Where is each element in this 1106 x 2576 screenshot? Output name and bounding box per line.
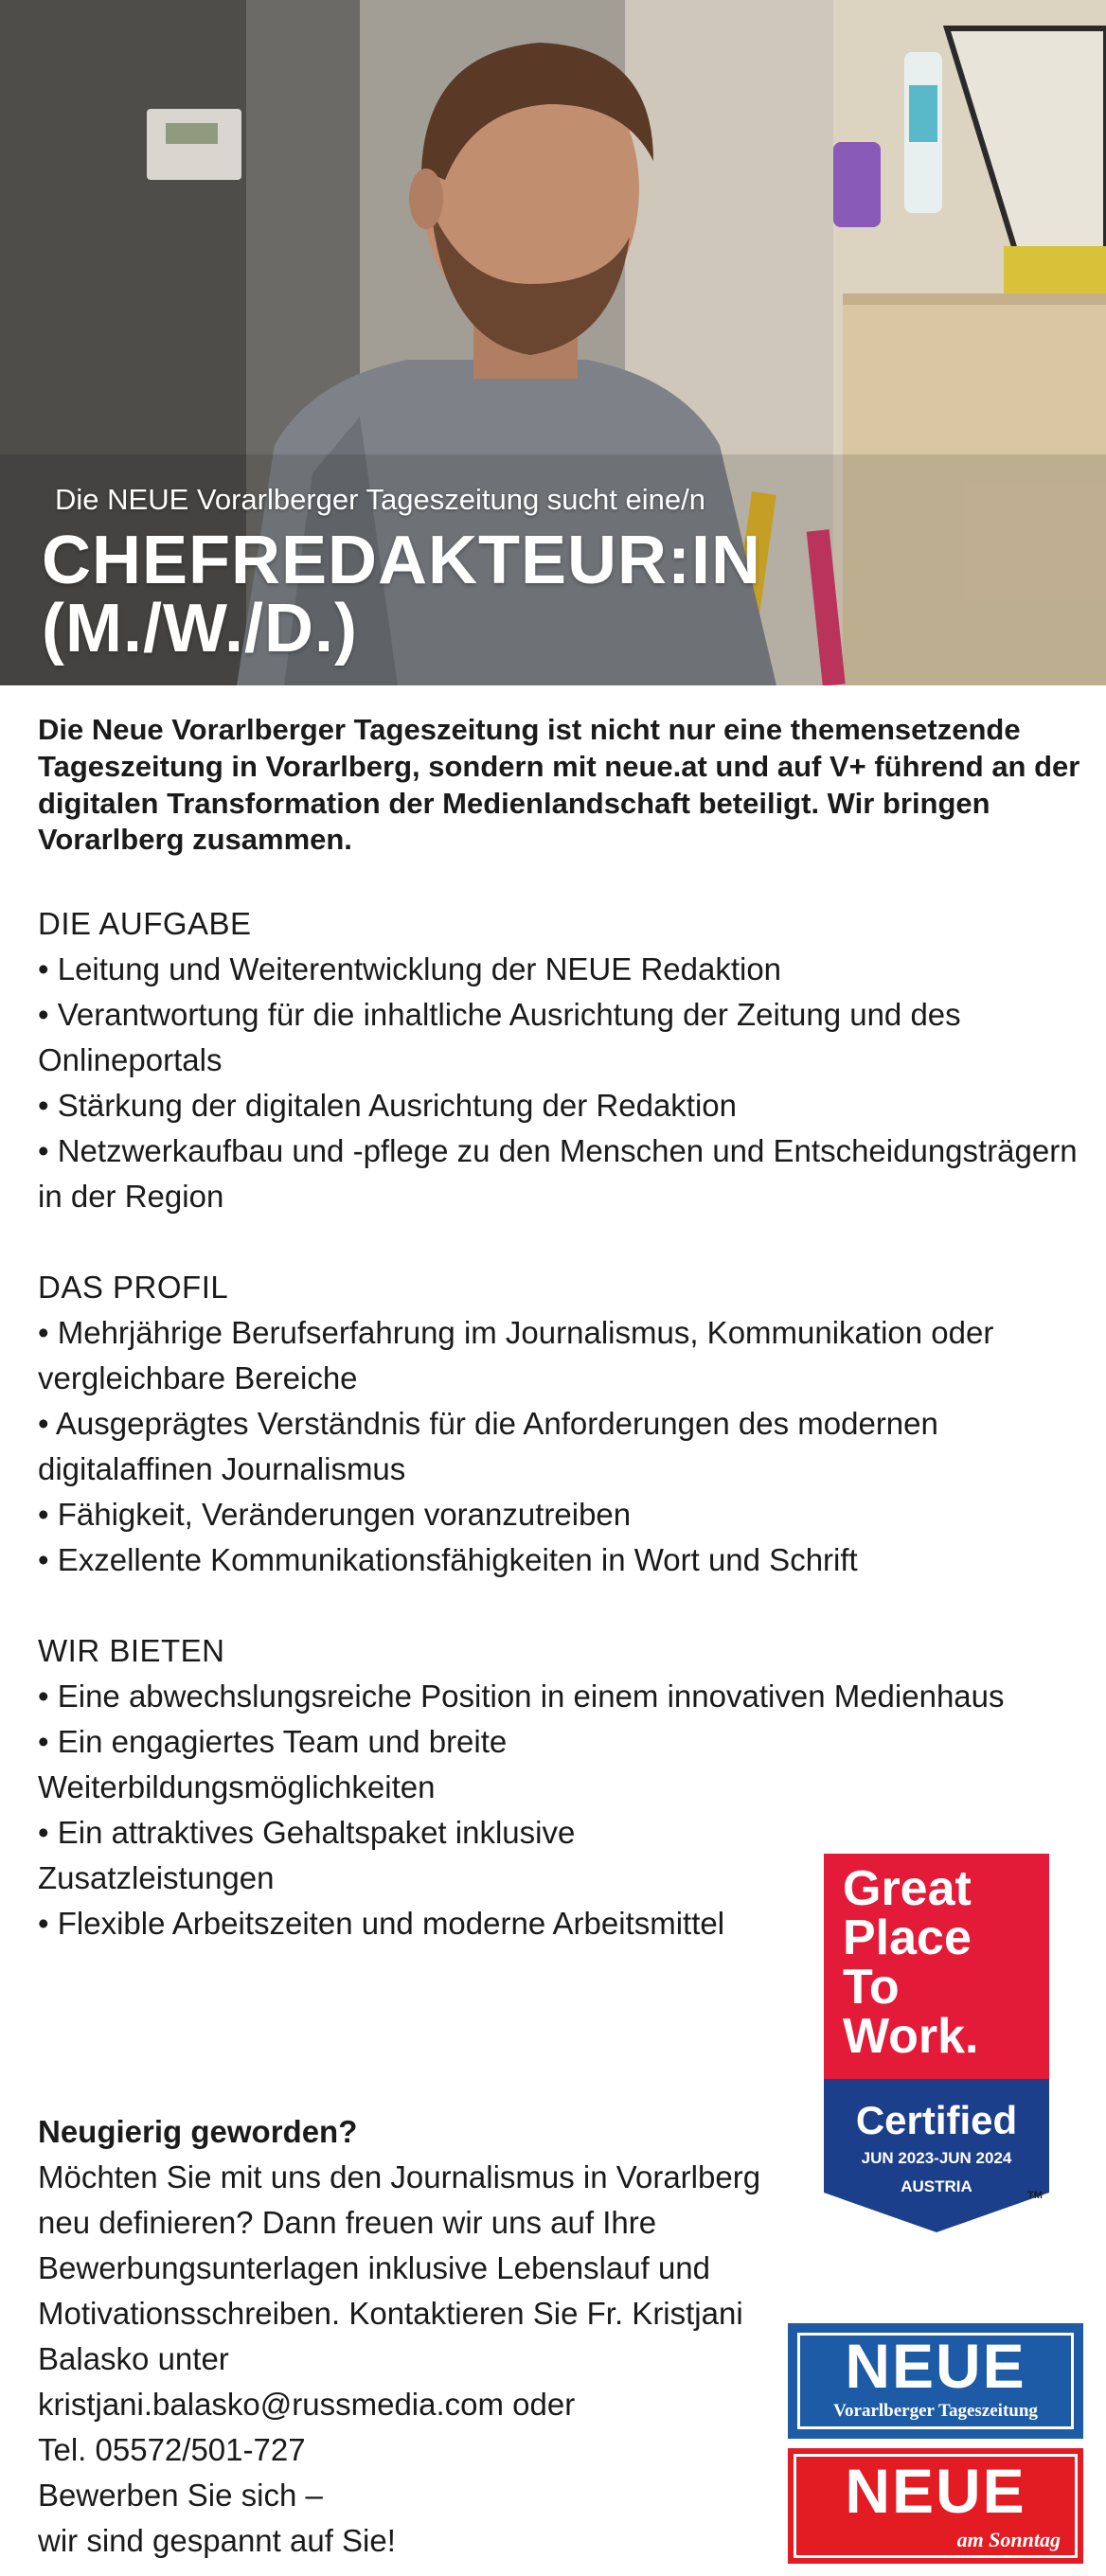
list-item: • Eine abwechslungsreiche Position in einem innovativen Medienhaus bbox=[38, 1679, 1005, 1714]
neue-logo bbox=[788, 2323, 1083, 2439]
list-item: • Mehrjährige Berufserfahrung im Journalismus, Kommunikation oder vergleichbare Bereiche bbox=[38, 1315, 994, 1395]
closing-line-1: Bewerben Sie sich – bbox=[38, 2478, 323, 2513]
badge-trademark: TM bbox=[1027, 2190, 1043, 2201]
neue-logo-word: NEUE bbox=[845, 2331, 1026, 2401]
badge-line-to: To bbox=[843, 1960, 900, 2015]
badge-red-panel bbox=[824, 1854, 1049, 2079]
list-item: • Ein attraktives Gehaltspaket inklusive Zusatzleistungen bbox=[38, 1815, 576, 1895]
badge-certified: Certified bbox=[855, 2098, 1018, 2142]
neue-sonntag-logo-word: NEUE bbox=[845, 2456, 1026, 2526]
badge-line-work: Work. bbox=[843, 2009, 979, 2064]
section-aufgabe bbox=[38, 901, 1089, 1219]
section-heading-aufgabe: DIE AUFGABE bbox=[38, 906, 252, 941]
hero-image bbox=[0, 0, 1106, 685]
neue-logo-tagline: Vorarlberger Tageszeitung bbox=[833, 2401, 1038, 2421]
badge-dates: JUN 2023-JUN 2024 bbox=[861, 2149, 1012, 2167]
list-item: • Netzwerkaufbau und -pflege zu den Menschen und Entscheidungsträgern in der Region bbox=[38, 1133, 1078, 1214]
contact-email[interactable]: kristjani.balasko@russmedia.com oder bbox=[38, 2387, 576, 2422]
hero-title-line-2: (M./W./D.) bbox=[42, 591, 358, 666]
list-item: • Flexible Arbeitszeiten und moderne Arbeitsmittel bbox=[38, 1906, 725, 1941]
list-item: • Ausgeprägtes Verständnis für die Anforderungen des modernen digitalaffinen Journalismus bbox=[38, 1406, 938, 1486]
contact-text: Möchten Sie mit uns den Journalismus in Vorarlberg neu definieren? Dann freuen wir uns auf Ihre Bewerbungsunterlagen inklusive Lebenslauf und Motivationsschreiben. Kontaktieren Sie Fr. Kristjani Balasko unter bbox=[38, 2159, 761, 2376]
list-item: • Leitung und Weiterentwicklung der NEUE Redaktion bbox=[38, 951, 782, 986]
section-heading-profil: DAS PROFIL bbox=[38, 1270, 229, 1305]
list-item: • Ein engagiertes Team und breite Weiterbildungsmöglichkeiten bbox=[38, 1724, 508, 1804]
badge-country: AUSTRIA bbox=[901, 2177, 972, 2195]
intro-paragraph: Die Neue Vorarlberger Tageszeitung ist nicht nur eine themensetzende Tageszeitung in Vorarlberg, sondern mit neue.at und auf V+ führend an der digitalen Transformation der Medienlandschaft beteiligt. Wir bringen Vorarlberg zusammen. bbox=[38, 713, 1080, 857]
badge-line-great: Great bbox=[843, 1861, 972, 1916]
section-profil bbox=[38, 1265, 1089, 1583]
list-item: • Fähigkeit, Veränderungen voranzutreiben bbox=[38, 1497, 632, 1532]
list-item: • Exzellente Kommunikationsfähigkeiten in Wort und Schrift bbox=[38, 1542, 858, 1577]
list-item: • Stärkung der digitalen Ausrichtung der Redaktion bbox=[38, 1088, 738, 1123]
neue-sonntag-logo-tagline: am Sonntag bbox=[956, 2528, 1061, 2551]
closing-line-2: wir sind gespannt auf Sie! bbox=[38, 2523, 396, 2558]
list-item: • Verantwortung für die inhaltliche Ausrichtung der Zeitung und des Onlineportals bbox=[38, 997, 961, 1077]
contact-phone[interactable]: Tel. 05572/501-727 bbox=[38, 2432, 306, 2467]
hero-title bbox=[42, 523, 761, 666]
contact-heading: Neugierig geworden? bbox=[38, 2114, 358, 2149]
great-place-to-work-badge bbox=[824, 1854, 1049, 2232]
hero-title-line-1: CHEFREDAKTEUR:IN bbox=[42, 523, 761, 598]
section-heading-bieten: WIR BIETEN bbox=[38, 1633, 225, 1668]
neue-sonntag-logo bbox=[788, 2448, 1083, 2564]
badge-line-place: Place bbox=[843, 1910, 972, 1965]
contact-section bbox=[38, 2109, 776, 2564]
hero-subtitle: Die NEUE Vorarlberger Tageszeitung sucht eine/n bbox=[55, 483, 705, 516]
